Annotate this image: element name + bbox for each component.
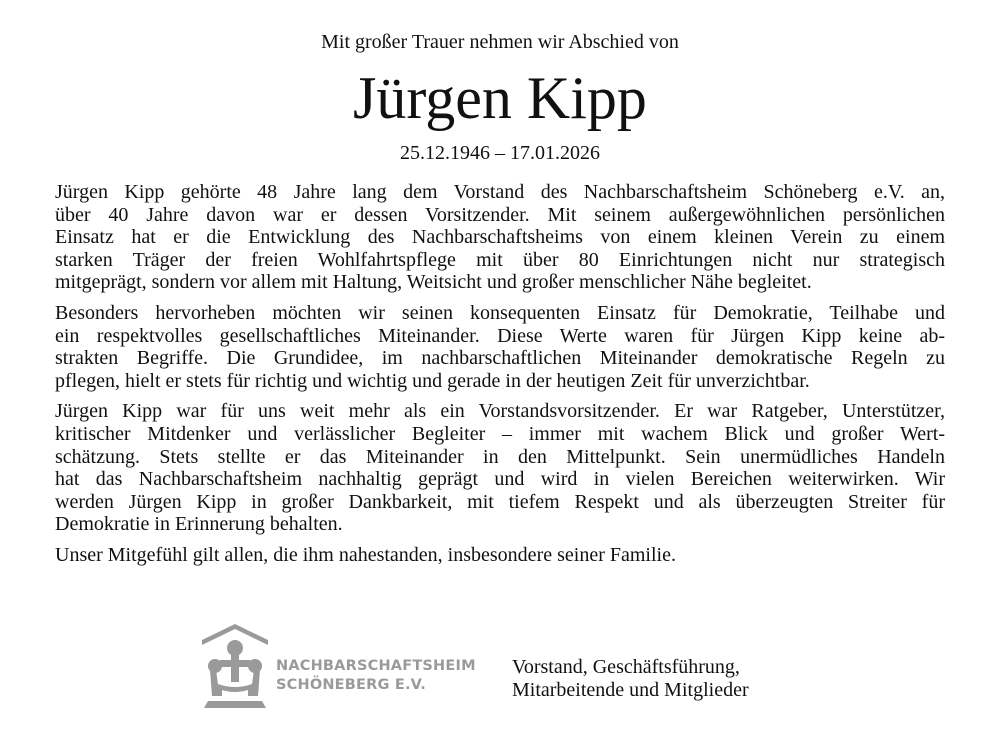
text-line: Einsatz hat er die Entwicklung des Nachbarschaftsheims von einem kleinen Verein zu einem: [55, 226, 945, 249]
nachbarschaftsheim-logo-icon: [200, 624, 270, 708]
text-line: Jürgen Kipp war für uns weit mehr als ein Vorstandsvorsitzender. Er war Ratgeber, Unterstützer,: [55, 400, 945, 423]
text-line: strakten Begriffe. Die Grundidee, im nachbarschaftlichen Miteinander demokratische Regeln zu: [55, 347, 945, 370]
signature: [512, 656, 749, 702]
signature-line-2: Mitarbeitende und Mitglieder: [512, 679, 749, 701]
text-line: mitgeprägt, sondern vor allem mit Haltung, Weitsicht und großer menschlicher Nähe begleitet.: [55, 271, 812, 294]
text-line: hat das Nachbarschaftsheim nachhaltig geprägt und wird in vielen Bereichen weiterwirken. Wir: [55, 468, 945, 491]
organization-name: [276, 657, 476, 695]
text-line: schätzung. Stets stellte er das Miteinander in den Mittelpunkt. Sein unermüdliches Handeln: [55, 445, 945, 468]
text-line: über 40 Jahre davon war er dessen Vorsitzender. Mit seinem außergewöhnlichen persönlichen: [55, 203, 945, 226]
life-dates: 25.12.1946 – 17.01.2026: [400, 142, 600, 164]
deceased-name: Jürgen Kipp: [353, 65, 647, 131]
text-line: Jürgen Kipp gehörte 48 Jahre lang dem Vorstand des Nachbarschaftsheim Schöneberg e.V. an,: [55, 181, 945, 203]
text-line: kritischer Mitdenker und verlässlicher Begleiter – immer mit wachem Blick und großer Wert-: [55, 422, 945, 445]
org-line-2: SCHÖNEBERG E.V.: [276, 677, 426, 693]
text-line: Besonders hervorheben möchten wir seinen konsequenten Einsatz für Demokratie, Teilhabe und: [55, 301, 945, 324]
text-line: Demokratie in Erinnerung behalten.: [55, 513, 343, 536]
text-line: werden Jürgen Kipp in großer Dankbarkeit, mit tiefem Respekt und als überzeugten Streiter für: [55, 490, 945, 513]
signature-line-1: Vorstand, Geschäftsführung,: [512, 656, 740, 678]
text-line: ein respektvolles gesellschaftliches Miteinander. Diese Werte waren für Jürgen Kipp keine ab-: [55, 324, 945, 347]
paragraph: [55, 302, 945, 392]
obituary-body: [55, 181, 945, 575]
paragraph: [55, 400, 945, 536]
org-line-1: NACHBARSCHAFTSHEIM: [276, 658, 476, 674]
paragraph: [55, 544, 945, 567]
intro-text: Mit großer Trauer nehmen wir Abschied von: [321, 31, 679, 53]
text-line: Unser Mitgefühl gilt allen, die ihm nahestanden, insbesondere seiner Familie.: [55, 543, 676, 566]
text-line: starken Träger der freien Wohlfahrtspflege mit über 80 Einrichtungen nicht nur strategisch: [55, 248, 945, 271]
text-line: pflegen, hielt er stets für richtig und wichtig und gerade in der heutigen Zeit für unverzichtbar.: [55, 369, 810, 392]
paragraph: [55, 181, 945, 294]
